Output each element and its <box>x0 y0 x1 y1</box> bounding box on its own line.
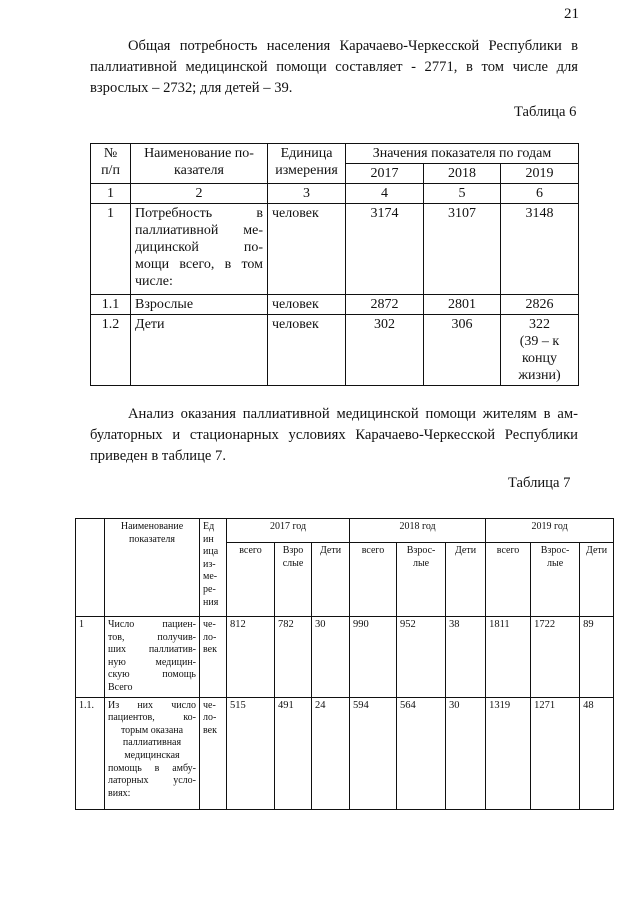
table7-row-value: 1722 <box>531 617 580 698</box>
table7-sub-adults-line: слые <box>282 557 304 569</box>
table7-row-unit-line: ло- <box>203 712 217 724</box>
table6-row-name-line: числе: <box>135 274 173 289</box>
table7-header-name-line: Наименование <box>120 521 184 532</box>
table6-row-value: 2872 <box>346 295 424 315</box>
table7-row-name-line: помощь в амбу- <box>108 762 196 774</box>
table7-sub-total: всего <box>486 543 531 617</box>
table7-row-name <box>105 697 200 809</box>
table7-row-unit-line: век <box>203 644 217 656</box>
table6-year: 2018 <box>424 164 501 184</box>
table7-row-name <box>105 617 200 698</box>
table6-row-value: 3107 <box>424 204 501 295</box>
table7-row-name-line: латорных усло- <box>108 775 196 787</box>
table6-row-num: 1.1 <box>91 295 131 315</box>
table-7 <box>75 518 614 810</box>
table7-year-header: 2017 год <box>227 519 350 543</box>
table7-sub-adults <box>275 543 312 617</box>
table7-row-value: 564 <box>397 697 446 809</box>
intro-paragraph <box>90 36 578 99</box>
table7-header-unit-line: из- <box>203 558 216 570</box>
table7-header-unit-line: ин <box>203 533 214 545</box>
table7-row-value: 952 <box>397 617 446 698</box>
table6-row <box>91 315 579 386</box>
table6-row-unit: человек <box>268 315 346 386</box>
table7-row-value: 30 <box>446 697 486 809</box>
table7-row-unit-line: век <box>203 724 217 736</box>
table7-row-value: 1811 <box>486 617 531 698</box>
table7-row-name-line: Всего <box>108 681 133 693</box>
table7-sub-adults-line: лые <box>412 557 430 569</box>
table6-header-unit <box>268 144 346 184</box>
table7-row-value: 515 <box>227 697 275 809</box>
table-6 <box>90 143 579 386</box>
table7-row-value: 491 <box>275 697 312 809</box>
table7-row-value: 812 <box>227 617 275 698</box>
table6-note-line: концу <box>521 351 558 366</box>
table7-row-unit-line: че- <box>203 699 216 711</box>
table6-header-unit-bottom: измерения <box>275 163 338 178</box>
table7-row-name-line: ших паллиатив- <box>108 644 196 656</box>
table7-header-name-line: показателя <box>128 533 176 545</box>
table6-row-value: 2826 <box>501 295 579 315</box>
table6-row-num: 1.2 <box>91 315 131 386</box>
table7-sub-adults-line: Взрос- <box>406 545 436 556</box>
table7-row-value: 24 <box>312 697 350 809</box>
table7-row-name-line: ную медицин- <box>108 656 196 668</box>
table6-index-cell: 5 <box>424 184 501 204</box>
table7-year-header: 2018 год <box>350 519 486 543</box>
table7-row-unit <box>200 617 227 698</box>
table6-row-name: Дети <box>131 315 268 386</box>
table7-row-name-line: виях: <box>108 787 131 799</box>
table7-row-name-line: Из них число <box>108 699 196 711</box>
page-number: 21 <box>564 6 579 22</box>
table7-row-name-line: торым оказана <box>120 724 184 736</box>
table6-index-cell: 1 <box>91 184 131 204</box>
table7-header-unit-line: ица <box>203 546 219 558</box>
table7-header-unit <box>200 519 227 617</box>
table6-row-unit: человек <box>268 204 346 295</box>
table6-index-cell: 3 <box>268 184 346 204</box>
table6-row-value: 3174 <box>346 204 424 295</box>
table6-row-name: Взрослые <box>131 295 268 315</box>
table6-note-line: (39 – к <box>519 334 560 349</box>
table7-sub-adults-line: Взрос- <box>540 545 570 556</box>
table6-row-value-with-note <box>501 315 579 386</box>
table7-row-value: 89 <box>580 617 614 698</box>
table7-year-header: 2019 год <box>486 519 614 543</box>
table6-index-cell: 6 <box>501 184 579 204</box>
table7-row-name-line: пациентов, ко- <box>108 712 196 724</box>
table7-row-num: 1 <box>76 617 105 698</box>
table6-note-line: жизни) <box>518 368 561 383</box>
table6-row-name-line: дицинской по- <box>135 240 263 255</box>
table7-row-value: 594 <box>350 697 397 809</box>
table7-row-unit-line: ло- <box>203 631 217 643</box>
table6-row-value: 2801 <box>424 295 501 315</box>
intro-line: Общая потребность населения Карачаево-Черкесской Республики в <box>128 38 578 54</box>
analysis-line: булаторных и стационарных условиях Карачаево-Черкесской Республики <box>90 427 578 443</box>
table7-sub-adults <box>397 543 446 617</box>
table7-caption: Таблица 7 <box>508 475 571 491</box>
table6-caption: Таблица 6 <box>514 104 577 120</box>
table6-header-num-top: № <box>103 146 118 161</box>
table7-row-num: 1.1. <box>76 697 105 809</box>
table6-index-row <box>91 184 579 204</box>
table7-header-unit-line: ния <box>203 596 219 608</box>
table6-row-name-line: мощи всего, в том <box>135 257 263 272</box>
table7-sub-adults-line: лые <box>546 557 564 569</box>
table7-row-unit <box>200 697 227 809</box>
table7-row-value: 1319 <box>486 697 531 809</box>
table7-sub-total: всего <box>227 543 275 617</box>
table7-header-unit-line: Ед <box>203 521 215 532</box>
table7-row <box>76 697 614 809</box>
table6-row-name-line: Потребность в <box>135 206 263 221</box>
analysis-paragraph <box>90 404 578 467</box>
table7-row-unit-line: че- <box>203 619 216 630</box>
table7-header-unit-line: ре- <box>203 583 216 595</box>
table6-row-value: 3148 <box>501 204 579 295</box>
analysis-line: Анализ оказания паллиативной медицинской помощи жителям в ам- <box>128 406 578 422</box>
table7-row-value: 48 <box>580 697 614 809</box>
analysis-line: приведен в таблице 7. <box>90 448 226 464</box>
table6-header-row <box>91 144 579 164</box>
table7-sub-total: всего <box>350 543 397 617</box>
table7-header-name <box>105 519 200 617</box>
table7-row-value: 782 <box>275 617 312 698</box>
table7-sub-children: Дети <box>312 543 350 617</box>
table7-row-value: 30 <box>312 617 350 698</box>
table6-row-value: 322 <box>529 317 550 332</box>
table6-header-name-bottom: казателя <box>174 163 224 178</box>
table7-header-unit-line: ме- <box>203 571 218 583</box>
table6-row <box>91 295 579 315</box>
table6-year: 2017 <box>346 164 424 184</box>
table6-year: 2019 <box>501 164 579 184</box>
table7-sub-children: Дети <box>580 543 614 617</box>
table7-sub-children: Дети <box>446 543 486 617</box>
table6-row-value: 302 <box>346 315 424 386</box>
table7-row-name-line: Число пациен- <box>108 619 196 630</box>
table6-row-unit: человек <box>268 295 346 315</box>
table6-header-name <box>131 144 268 184</box>
table6-header-num-bottom: п/п <box>101 163 120 178</box>
table6-index-cell: 4 <box>346 184 424 204</box>
table7-header-num <box>76 519 105 617</box>
table7-row-name-line: скую помощь <box>108 669 196 681</box>
table7-row-name-line: медицинская <box>124 749 180 761</box>
table6-row <box>91 204 579 295</box>
table6-header-name-top: Наименование по- <box>144 146 254 161</box>
table7-row-value: 38 <box>446 617 486 698</box>
table6-header-values-group: Значения показателя по годам <box>346 144 579 164</box>
table7-sub-adults <box>531 543 580 617</box>
table6-row-name-line: паллиативной ме- <box>135 223 263 238</box>
table7-row-name-line: паллиативная <box>122 737 182 749</box>
intro-line: взрослых – 2732; для детей – 39. <box>90 80 293 96</box>
table6-header-num <box>91 144 131 184</box>
table6-row-num: 1 <box>91 204 131 295</box>
table7-row-value: 1271 <box>531 697 580 809</box>
intro-line: паллиативной медицинской помощи составляет - 2771, в том числе для <box>90 59 578 75</box>
table6-row-name <box>131 204 268 295</box>
table7-sub-adults-line: Взро <box>282 545 304 556</box>
table7-row <box>76 617 614 698</box>
table7-row-value: 990 <box>350 617 397 698</box>
table6-row-value: 306 <box>424 315 501 386</box>
table7-header-row <box>76 519 614 543</box>
table6-index-cell: 2 <box>131 184 268 204</box>
table7-row-name-line: тов, получив- <box>108 631 196 643</box>
table6-header-unit-top: Единица <box>280 146 333 161</box>
